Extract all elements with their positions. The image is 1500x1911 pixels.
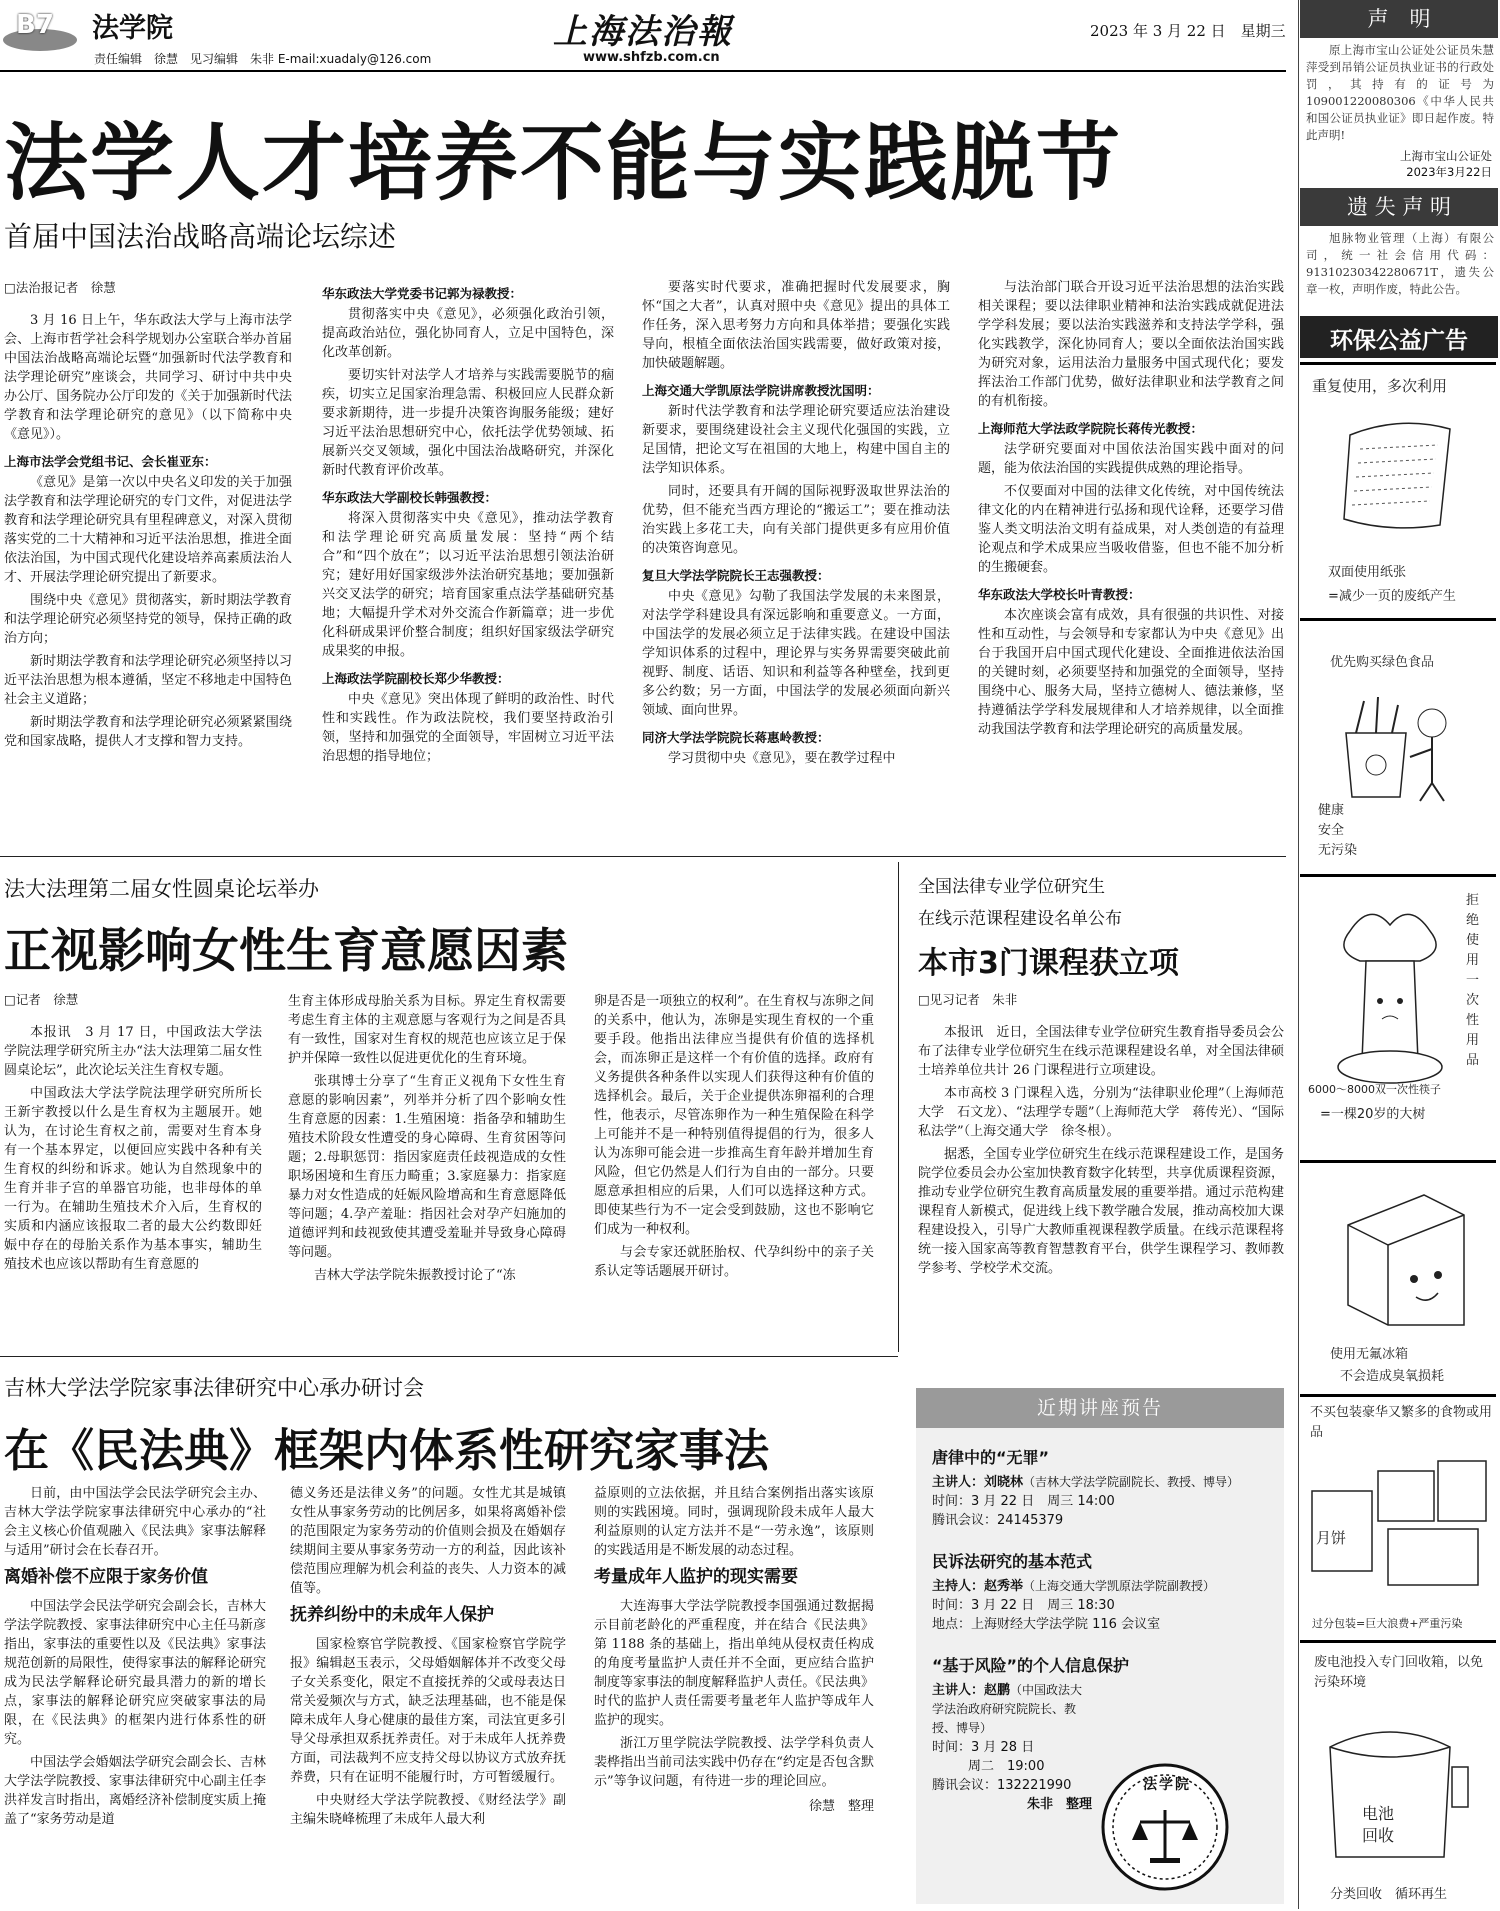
column-divider — [898, 862, 899, 1352]
gift-boxes-icon — [1308, 1451, 1492, 1591]
women-paragraph: 中国政法大学法学院法理学研究所所长王新宇教授以什么是生育权为主题展开。她认为，在讨论生育权之前，需要对生育本身有一个基本界定，以便回应实践中各种有关生育权的纠纷和诉求。她认为自然现象中的生育并非子宫的单器官功能，也非母体的单一行为。在辅助生殖技术介入后，生育权的实质和内涵应该报取二者的最大公约数即妊娠中存在的母胎关系作为基本事实，辅助生殖技术也应该以帮助有生育意愿的 — [4, 1086, 262, 1272]
lead-speaker: 华东政法大学副校长韩强教授： — [322, 490, 498, 505]
eco-ad-text: =一棵20岁的大树 — [1320, 1107, 1426, 1122]
eco-ad-green-food — [1300, 618, 1496, 871]
eco-ad-text: 拒绝使用一次性用品 — [1466, 893, 1480, 1068]
lecture-3-details — [932, 1681, 1092, 1814]
lecture-speaker-name: 赵秀举 — [984, 1579, 1024, 1594]
lecture-title: 民诉法研究的基本范式 — [932, 1552, 1093, 1571]
lecture-speaker-label: 主持人： — [932, 1579, 985, 1594]
lead-paragraph: 与法治部门联合开设习近平法治思想的法治实践相关课程；要以法律职业精神和法治实践成就促进法学学科发展；要以法治实践滋养和支持法学学科，强化实践教学，深化协同育人；要以全面依法治国实践为研究对象，运用法治力量服务中国式现代化；要发挥法治工作部门优势，做好法律职业和法学教育之间的有机衔接。 — [978, 280, 1284, 409]
lead-speaker: 上海师范大学法政学院院长蒋传光教授： — [978, 421, 1204, 436]
law-school-seal — [1100, 1762, 1230, 1892]
section-rule — [0, 1356, 898, 1357]
editors-line: 责任编辑 徐慧 见习编辑 朱非 E-mail:xuadaly@126.com — [94, 52, 432, 66]
lecture-box — [916, 1388, 1284, 1904]
family-paragraph: 中国法学会民法学研究会副会长，吉林大学法学院教授、家事法律研究中心主任马新彦指出，家事法的重要性以及《民法典》家事法规范创新的局限性，使得家事法的解释论研究成为民法学解释论研究最具潜力的新的增长点，家事法的解释论研究应突破家事法的局限，在《民法典》的框架内进行体系性的研究。 — [4, 1599, 266, 1747]
eco-ad-text: 使用无氟冰箱 — [1330, 1347, 1409, 1362]
lead-speaker: 上海交通大学凯原法学院讲席教授沈国明： — [642, 383, 880, 398]
lead-speaker: 上海市法学会党组书记、会长崔亚东： — [4, 454, 217, 469]
lecture-time: 时间：3 月 28 日 — [932, 1740, 1035, 1755]
family-paragraph: 日前，由中国法学会民法学研究会主办、吉林大学法学院家事法律研究中心承办的“社会主义核心价值观融入《民法典》家事法解释与适用”研讨会在长春召开。 — [4, 1486, 266, 1558]
lecture-speaker-name: 赵鹏 — [984, 1683, 1011, 1698]
women-paragraph: 本报讯 3 月 17 日，中国政法大学法学院法理学研究所主办“法大法理第二届女性圆桌论坛”，此次论坛关注生育权专题。 — [4, 1025, 262, 1078]
lead-paragraph: 新时期法学教育和法学理论研究必须坚持以习近平法治思想为根本遵循，坚定不移地走中国特色社会主义道路； — [4, 654, 292, 707]
lead-speaker: 华东政法大学校长叶青教授： — [978, 587, 1141, 602]
tree-stump-icon — [1320, 901, 1460, 1097]
family-title: 在《民法典》框架内体系性研究家事法 — [4, 1424, 770, 1477]
refrigerator-icon — [1334, 1185, 1474, 1335]
courses-kicker-1: 全国法律专业学位研究生 — [918, 877, 1105, 897]
lead-paragraph: 中央《意见》突出体现了鲜明的政治性、时代性和实践性。作为政法院校，我们要坚持政治引领，坚持和加强党的全面领导，牢固树立习近平法治思想的指导地位； — [322, 692, 614, 764]
eco-ad-text: 不会造成臭氧损耗 — [1340, 1369, 1445, 1384]
family-paragraph: 中国法学会婚姻法学研究会副会长、吉林大学法学院教授、家事法律研究中心副主任李洪祥发言时指出，离婚经济补偿制度实质上掩盖了“家务劳动是道 — [4, 1755, 266, 1827]
lecture-speaker — [932, 1681, 1092, 1738]
eco-ad-text: 6000～8000双一次性筷子 — [1308, 1083, 1441, 1096]
eco-ad-text: 过分包装=巨大浪费+严重污染 — [1312, 1617, 1463, 1630]
eco-ad-disposable — [1300, 874, 1496, 1157]
family-subheading: 考量成年人监护的现实需要 — [594, 1567, 798, 1587]
grocery-bag-icon — [1336, 693, 1466, 803]
eco-ad-text: 电池回收 — [1362, 1804, 1395, 1845]
notice-2-title: 遗 失 声 明 — [1300, 188, 1498, 226]
courses-paragraph: 本报讯 近日，全国法律专业学位研究生教育指导委员会公布了法律专业学位研究生在线示范课程建设名单，对全国法律硕士培养单位共计 26 门课程进行立项建设。 — [918, 1025, 1284, 1078]
lead-paragraph: 要落实时代要求，准确把握时代发展要求，胸怀“国之大者”，认真对照中央《意见》提出的具体工作任务，深入思考努力方向和具体举措；要强化实践导向，根植全面依法治国实践需要，做好政策对接，加快破题解题。 — [642, 280, 950, 371]
lead-speaker: 同济大学法学院院长蒋惠岭教授： — [642, 730, 830, 745]
family-column-1 — [4, 1484, 266, 1833]
lead-paragraph: 将深入贯彻落实中央《意见》，推动法学教育和法学理论研究高质量发展：坚持“两个结合”和“四个放在”；以习近平法治思想引领法治研究；建好用好国家级涉外法治研究基地；要加强新兴交叉法学的研究；培育国家重点法学基础研究基地；大幅提升学术对外交流合作新篇章；进一步优化科研成果评价整合制度；组织好国家级法学研究成果奖的申报。 — [322, 511, 614, 659]
page-number-badge — [2, 10, 78, 50]
website: www.shfzb.com.cn — [583, 50, 720, 65]
page-number: B7 — [16, 10, 54, 40]
eco-ad-text: 废电池投入专门回收箱，以免污染环境 — [1314, 1655, 1484, 1690]
issue-date: 2023 年 3 月 22 日 星期三 — [1090, 22, 1286, 40]
lecture-title: “基于风险”的个人信息保护 — [932, 1656, 1130, 1675]
lead-paragraph: 3 月 16 日上午，华东政法大学与上海市法学会、上海市哲学社会科学规划办公室联合举办首届中国法治战略高端论坛暨“加强新时代法学教育和法学理论研究”座谈会，共同学习、研讨中共中央办公厅、国务院办公厅印发的《关于加强新时代法学教育和法学理论研究的意见》（以下简称中央《意见》）。 — [4, 313, 292, 442]
lecture-speaker-note: （吉林大学法学院副院长、教授、博导） — [1023, 1475, 1240, 1489]
women-byline: □记者 徐慧 — [4, 992, 79, 1007]
women-paragraph: 吉林大学法学院朱振教授讨论了“冻 — [314, 1268, 516, 1283]
notice-1-sign: 上海市宝山公证处 — [1400, 149, 1492, 163]
lead-subtitle: 首届中国法治战略高端论坛综述 — [4, 220, 397, 253]
lead-paragraph: 围绕中央《意见》贯彻落实，新时期法学教育和法学理论研究必须坚持党的领导，保持正确的政治方向； — [4, 593, 292, 646]
courses-paragraph: 据悉，全国专业学位研究生在线示范课程建设工作，是国务院学位委员会办公室加快教育数字化转型，共享优质课程资源，推动专业学位研究生教育高质量发展的重要举措。通过示范构建课程育人新模式，促进线上线下教学融合发展，推动高校加大课程建设投入，引导广大教师重视课程教学质量。在线示范课程将统一接入国家高等教育智慧教育平台，供学生课程学习、教师教学参考、学校学术交流。 — [918, 1147, 1284, 1276]
header-rule — [0, 70, 1286, 72]
women-paragraph: 张琪博士分享了“生育正义视角下女性生育意愿的影响因素”，列举并分析了四个影响女性生育意愿的因素：1.生殖困境：指备孕和辅助生殖技术阶段女性遭受的身心障碍、生育贫困等问题；2.母职惩罚：指因家庭责任歧视造成的女性职场困境和生育压力畸重；3.家庭暴力：指家庭暴力对女性造成的妊娠风险增高和生育意愿降低等问题；4.孕产羞耻：指因社会对孕产妇施加的道德评判和歧视致使其遭受羞耻并导致身心障碍等问题。 — [288, 1074, 566, 1260]
lecture-time: 时间：3 月 22 日 周三 18:30 — [932, 1598, 1115, 1613]
courses-kicker-2: 在线示范课程建设名单公布 — [918, 909, 1122, 929]
family-signoff: 徐慧 整理 — [808, 1799, 874, 1814]
courses-body — [918, 990, 1284, 1282]
lead-column-4 — [978, 278, 1284, 743]
notice-1-body: 原上海市宝山公证处公证员朱慧萍受到吊销公证员执业证书的行政处罚，其持有的证号为109001220080306《中华人民共和国公证员执业证》即日起作废。特此声明! — [1306, 43, 1494, 142]
women-kicker: 法大法理第二届女性圆桌论坛举办 — [4, 877, 319, 901]
family-subheading: 离婚补偿不应限于家务价值 — [4, 1567, 208, 1587]
women-title: 正视影响女性生育意愿因素 — [4, 924, 568, 979]
family-subheading: 抚养纠纷中的未成年人保护 — [290, 1605, 494, 1625]
women-paragraph: 生育主体形成母胎关系为目标。界定生育权需要考虑生育主体的主观意愿与客观行为之间是否具有一致性，国家对生育权的规范也应该立足于保护并保障一致性以促进更优化的生育环境。 — [288, 994, 566, 1066]
eco-ad-text: 双面使用纸张 — [1328, 565, 1407, 580]
lecture-speaker — [932, 1577, 1268, 1596]
lead-paragraph: 本次座谈会富有成效，具有很强的共识性、对接性和互动性，与会领导和专家都认为中央《意见》出台于我国开启中国式现代化建设、全面推进依法治国的关键时刻，必须要坚持和加强党的全面领导，坚持围绕中心、服务大局，坚持立德树人、德法兼修，坚持遵循法学学科发展规律和人才培养规律，以全面推动我国法学教育和法学理论研究的高质量发展。 — [978, 608, 1284, 737]
lead-paragraph: 要切实针对法学人才培养与实践需要脱节的痼疾，切实立足国家治理急需、积极回应人民群众新要求新期待，进一步提升决策咨询服务能级；建好习近平法治思想研究中心，依托法学优势领域、拓展新兴交叉领域，强化中国法治战略研究，并深化新时代教育评价改革。 — [322, 368, 614, 478]
lead-column-2 — [322, 276, 614, 770]
family-paragraph: 益原则的立法依据，并且结合案例指出落实该原则的实践困境。同时，强调现阶段未成年人最大利益原则的认定方法并不是“一劳永逸”，该原则的实践适用是不断发展的动态过程。 — [594, 1486, 874, 1558]
lead-paragraph: 法学研究要面对中国依法治国实践中面对的问题，能为依法治国的实践提供成熟的理论指导。 — [978, 442, 1284, 476]
lead-paragraph: 《意见》是第一次以中央名义印发的关于加强法学教育和法学理论研究的专门文件，对促进法学教育和法学理论研究具有里程碑意义，对深入贯彻落实党的二十大精神和习近平法治思想，推进全面依法治国，为中国式现代化建设培养高素质法治人才、开展法学理论研究提出了新要求。 — [4, 475, 292, 585]
lead-paragraph: 学习贯彻中央《意见》，要在教学过程中 — [668, 751, 896, 766]
lecture-title: 唐律中的“无罪” — [932, 1448, 1050, 1467]
lead-speaker: 复旦大学法学院院长王志强教授： — [642, 568, 830, 583]
family-paragraph: 国家检察官学院教授、《国家检察官学院学报》编辑赵玉表示，父母婚姻解体并不改变父母子女关系变化，限定不直接抚养的父或母表达日常关爱频次与方式，缺乏法理基础，也不能是保障未成年人身心健康的最佳方案，司法宜更多引导父母承担双系抚养责任。对于未成年人抚养费方面，司法裁判不应支持父母以协议方式放弃抚养费，只有在证明不能履行时，方可暂缓履行。 — [290, 1637, 566, 1785]
women-paragraph: 卵是否是一项独立的权利”。在生育权与冻卵之间的关系中，他认为，冻卵是实现生育权的一个重要手段。他指出法律应当提供有价值的选择机会，而冻卵正是这样一个有价值的选择。政府有义务提供各种条件以实现人们获得这种有价值的选择机会。最后，关于企业提供冻卵福利的合理性，他表示，尽管冻卵作为一种生殖保险在科学上可能并不是一种特别值得提倡的行为，很多人认为冻卵可能会进一步推高生育年龄并增加生育风险，但它仍然是人们行为自由的一部分。只要愿意承担相应的后果，人们可以选择这种方式。即使某些行为不一定会受到鼓励，这也不影响它们成为一种权利。 — [594, 994, 874, 1237]
section-rule — [0, 856, 1286, 857]
lecture-time: 时间：3 月 22 日 周三 14:00 — [932, 1494, 1115, 1509]
lecture-signoff: 朱非 整理 — [1026, 1797, 1092, 1812]
eco-ad-text: 分类回收 循环再生 — [1330, 1887, 1448, 1902]
family-paragraph: 大连海事大学法学院教授李国强通过数据揭示目前老龄化的严重程度，并在结合《民法典》第 1188 条的基础上，指出单纯从侵权责任构成的角度考量监护人责任并不全面，更应结合监护制度等家事法的制度解释监护人责任。《民法典》时代的监护人责任需要考量老年人监护等成年人监护的现实。 — [594, 1599, 874, 1728]
courses-byline: □见习记者 朱非 — [918, 992, 1018, 1007]
seal-text: 法学院 — [1143, 1777, 1191, 1793]
courses-paragraph: 本市高校 3 门课程入选，分别为“法律职业伦理”（上海师范大学 石文龙）、“法理学专题”（上海师范大学 蒋传光）、“国际私法学”（上海交通大学 徐冬根）。 — [918, 1086, 1284, 1139]
family-paragraph: 浙江万里学院法学院教授、法学学科负责人裴桦指出当前司法实践中仍存在“约定是否包含默示”等争议问题，有待进一步的理论回应。 — [594, 1736, 874, 1789]
eco-ad-header — [1300, 316, 1498, 358]
lead-paragraph: 贯彻落实中央《意见》，必须强化政治引领，提高政治站位，强化协同育人，立足中国特色，深化改革创新。 — [322, 307, 614, 360]
family-column-2 — [290, 1484, 566, 1833]
lead-speaker: 上海政法学院副校长郑少华教授： — [322, 671, 510, 686]
eco-ad-text: 月饼 — [1316, 1529, 1347, 1547]
eco-ad-packaging — [1300, 1394, 1496, 1637]
lecture-speaker — [932, 1473, 1268, 1492]
lecture-speaker-note: （中国政法大学法治政府研究院院长、教授、博导） — [932, 1683, 1083, 1735]
women-column-3 — [594, 992, 874, 1285]
lecture-speaker-note: （上海交通大学凯原法学院副教授） — [1023, 1579, 1216, 1593]
eco-ad-text: 安全 — [1318, 823, 1345, 838]
lecture-place: 地点：上海财经大学法学院 116 会议室 — [932, 1617, 1161, 1632]
notice-1-date: 2023年3月22日 — [1406, 165, 1492, 179]
eco-ad-text: =减少一页的废纸产生 — [1328, 589, 1456, 604]
lecture-meeting: 腾讯会议：132221990 — [932, 1778, 1072, 1793]
women-column-1 — [4, 990, 262, 1278]
women-column-2 — [288, 992, 566, 1289]
masthead: 上海法治報 — [553, 12, 733, 52]
women-paragraph: 与会专家还就胚胎权、代孕纠纷中的亲子关系认定等话题展开研讨。 — [594, 1245, 874, 1279]
family-column-3 — [594, 1484, 874, 1820]
eco-ad-fridge — [1300, 1160, 1496, 1393]
lead-column-3 — [642, 278, 950, 772]
lecture-speaker-label: 主讲人： — [932, 1475, 985, 1490]
eco-ad-text: 不买包装豪华又繁多的食物或用品 — [1310, 1405, 1493, 1440]
lecture-speaker-name: 刘晓林 — [984, 1475, 1024, 1490]
section-name: 法学院 — [92, 13, 173, 44]
lead-paragraph: 不仅要面对中国的法律文化传统，对中国传统法律文化的内在精神进行弘扬和现代诠释，还要学习借鉴人类文明法治文明有益成果，对人类创造的有益理论观点和学术成果应当吸收借鉴，但也不能不加分析的生搬硬套。 — [978, 484, 1284, 575]
right-column-divider — [1298, 0, 1299, 1909]
eco-ad-text: 健康 — [1318, 803, 1345, 818]
lecture-speaker-label: 主讲人： — [932, 1683, 985, 1698]
lecture-time-2: 周二 19:00 — [968, 1759, 1045, 1774]
family-kicker: 吉林大学法学院家事法律研究中心承办研讨会 — [4, 1376, 424, 1400]
paper-sheet-icon — [1340, 415, 1460, 535]
eco-ad-text: 重复使用，多次利用 — [1312, 377, 1448, 395]
eco-ad-paper — [1300, 362, 1496, 615]
courses-title: 本市3门课程获立项 — [918, 946, 1179, 981]
lecture-meeting: 腾讯会议：24145379 — [932, 1513, 1064, 1528]
lead-paragraph: 同时，还要具有开阔的国际视野汲取世界法治的优势，但不能充当西方理论的“搬运工”；要在推动法治实践上多花工夫，向有关部门提供更多有应用价值的决策咨询意见。 — [642, 484, 950, 556]
lead-title: 法学人才培养不能与实践脱节 — [4, 114, 1123, 212]
lead-speaker: 华东政法大学党委书记郭为禄教授： — [322, 286, 523, 301]
eco-ad-text: 优先购买绿色食品 — [1330, 655, 1435, 670]
eco-ad-battery — [1300, 1640, 1496, 1911]
family-paragraph: 中央财经大学法学院教授、《财经法学》副主编朱晓峰梳理了未成年人最大利 — [290, 1793, 566, 1827]
notice-1-title: 声 明 — [1300, 0, 1498, 38]
lead-column-1 — [4, 278, 292, 755]
family-paragraph: 德义务还是法律义务”的问题。女性尤其是城镇女性从事家务劳动的比例居多，如果将离婚补偿的范围限定为家务劳动的价值则会损及在婚姻存续期间主要从事家务劳动一方的利益，因此该补偿范围应理解为机会利益的丧失、人力资本的减值等。 — [290, 1486, 566, 1596]
lead-paragraph: 新时代法学教育和法学理论研究要适应法治建设新要求，要围绕建设社会主义现代化强国的实践，立足国情，把论文写在祖国的大地上，构建中国自主的法学知识体系。 — [642, 404, 950, 476]
lead-paragraph: 新时期法学教育和法学理论研究必须紧紧围绕党和国家战略，提供人才支撑和智力支持。 — [4, 715, 292, 749]
notice-1 — [1300, 0, 1498, 180]
notice-2 — [1300, 188, 1498, 298]
notice-2-body: 旭脉物业管理（上海）有限公司，统一社会信用代码：91310230342280671T，遗失公章一枚，声明作废，特此公告。 — [1306, 231, 1494, 296]
eco-ad-title: 环保公益广告 — [1330, 328, 1468, 354]
lecture-box-header: 近期讲座预告 — [916, 1388, 1284, 1428]
lead-paragraph: 中央《意见》勾勒了我国法学发展的未来图景，对法学学科建设具有深远影响和重要意义。一方面，中国法学的发展必须立足于法律实践。在建设中国法学知识体系的过程中，理论界与实务界需要突破此前视野、制度、话语、知识和利益等各种壁垒，找到更多公约数；另一方面，中国法学的发展必须面向新兴领域、面向世界。 — [642, 589, 950, 718]
eco-ad-text: 无污染 — [1318, 843, 1358, 858]
lead-byline: □法治报记者 徐慧 — [4, 280, 116, 295]
